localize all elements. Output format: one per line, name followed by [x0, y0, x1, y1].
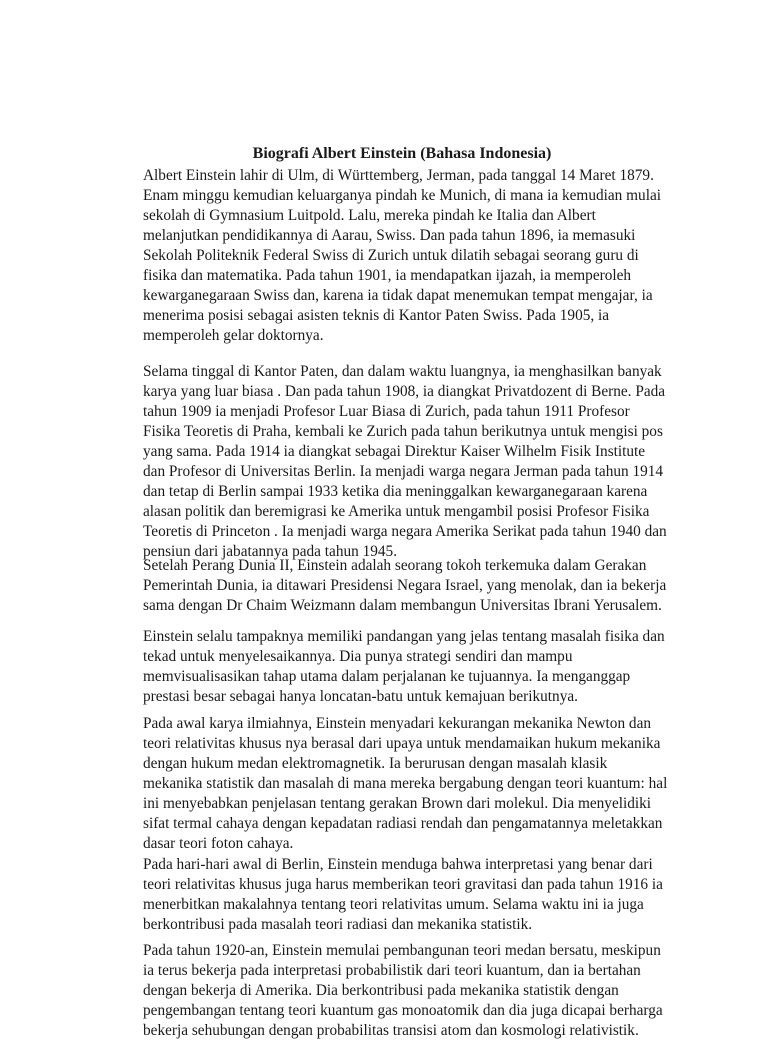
text-line: memperoleh gelar doktornya.: [143, 327, 324, 344]
text-line: Einstein selalu tampaknya memiliki pandangan yang jelas tentang masalah fisika dan: [143, 628, 665, 645]
text-line: memvisualisasikan tahap utama dalam perjalanan ke tujuannya. Ia menganggap: [143, 668, 631, 685]
text-line: menerima posisi sebagai asisten teknis di Kantor Paten Swiss. Pada 1905, ia: [143, 307, 610, 324]
text-line: Pada tahun 1920-an, Einstein memulai pembangunan teori medan bersatu, meskipun: [143, 942, 661, 959]
text-line: teori relativitas khusus juga harus memberikan teori gravitasi dan pada tahun 1916 ia: [143, 876, 663, 893]
paragraph: [143, 855, 703, 935]
paragraph: [143, 714, 703, 854]
text-line: Setelah Perang Dunia II, Einstein adalah seorang tokoh terkemuka dalam Gerakan: [143, 557, 647, 574]
text-line: dasar teori foton cahaya.: [143, 835, 294, 852]
text-line: ia terus bekerja pada interpretasi probabilistik dari teori kuantum, dan ia bertahan: [143, 962, 641, 979]
paragraph: [143, 362, 703, 562]
text-line: yang sama. Pada 1914 ia diangkat sebagai Direktur Kaiser Wilhelm Fisik Institute: [143, 443, 646, 460]
text-line: ini menyebabkan penjelasan tentang gerakan Brown dari molekul. Dia menyelidiki: [143, 795, 652, 812]
text-line: dengan hukum medan elektromagnetik. Ia berurusan dengan masalah klasik: [143, 755, 608, 772]
paragraph: [143, 941, 703, 1041]
text-line: dan Profesor di Universitas Berlin. Ia menjadi warga negara Jerman pada tahun 1914: [143, 463, 664, 480]
text-line: bekerja sehubungan dengan probabilitas transisi atom dan kosmologi relativistik.: [143, 1022, 639, 1039]
paragraph: [143, 556, 703, 616]
text-line: kewarganegaraan Swiss dan, karena ia tidak dapat menemukan tempat mengajar, ia: [143, 287, 653, 304]
text-line: Albert Einstein lahir di Ulm, di Württemberg, Jerman, pada tanggal 14 Maret 1879.: [143, 167, 654, 184]
text-line: melanjutkan pendidikannya di Aarau, Swiss. Dan pada tahun 1896, ia memasuki: [143, 227, 636, 244]
document-title: Biografi Albert Einstein (Bahasa Indonesia): [252, 145, 552, 162]
text-line: pengembangan tentang teori kuantum gas monoatomik dan dia juga dicapai berharga: [143, 1002, 663, 1019]
text-line: sekolah di Gymnasium Luitpold. Lalu, mereka pindah ke Italia dan Albert: [143, 207, 596, 224]
text-line: menerbitkan makalahnya tentang teori relativitas umum. Selama waktu ini ia juga: [143, 896, 644, 913]
paragraph: [143, 166, 703, 346]
text-line: dengan bekerja di Amerika. Dia berkontribusi pada mekanika statistik dengan: [143, 982, 619, 999]
text-line: teori relativitas khusus nya berasal dari upaya untuk mendamaikan hukum mekanika: [143, 735, 661, 752]
text-line: fisika dan matematika. Pada tahun 1901, ia mendapatkan ijazah, ia memperoleh: [143, 267, 632, 284]
text-line: Teoretis di Princeton . Ia menjadi warga negara Amerika Serikat pada tahun 1940 dan: [143, 523, 667, 540]
text-line: mekanika statistik dan masalah di mana mereka bergabung dengan teori kuantum: hal: [143, 775, 668, 792]
paragraph: [143, 627, 703, 707]
text-line: prestasi besar sebagai hanya loncatan-batu untuk kemajuan berikutnya.: [143, 688, 578, 705]
text-line: Enam minggu kemudian keluarganya pindah ke Munich, di mana ia kemudian mulai: [143, 187, 661, 204]
text-line: sama dengan Dr Chaim Weizmann dalam membangun Universitas Ibrani Yerusalem.: [143, 597, 662, 614]
text-line: Pada awal karya ilmiahnya, Einstein menyadari kekurangan mekanika Newton dan: [143, 715, 652, 732]
text-line: Fisika Teoretis di Praha, kembali ke Zurich pada tahun berikutnya untuk mengisi pos: [143, 423, 663, 440]
text-line: sifat termal cahaya dengan kepadatan radiasi rendah dan pengamatannya meletakkan: [143, 815, 663, 832]
text-line: karya yang luar biasa . Dan pada tahun 1908, ia diangkat Privatdozent di Berne. Pada: [143, 383, 666, 400]
text-line: alasan politik dan beremigrasi ke Amerika untuk mengambil posisi Profesor Fisika: [143, 503, 650, 520]
text-line: Pada hari-hari awal di Berlin, Einstein menduga bahwa interpretasi yang benar dari: [143, 856, 653, 873]
text-line: Selama tinggal di Kantor Paten, dan dalam waktu luangnya, ia menghasilkan banyak: [143, 363, 662, 380]
text-line: dan tetap di Berlin sampai 1933 ketika dia meninggalkan kewarganegaraan karena: [143, 483, 648, 500]
text-line: tahun 1909 ia menjadi Profesor Luar Biasa di Zurich, pada tahun 1911 Profesor: [143, 403, 630, 420]
text-line: tekad untuk menyelesaikannya. Dia punya strategi sendiri dan mampu: [143, 648, 573, 665]
text-line: pensiun dari jabatannya pada tahun 1945.: [143, 543, 398, 560]
text-line: berkontribusi pada masalah teori radiasi dan mekanika statistik.: [143, 916, 533, 933]
text-line: Sekolah Politeknik Federal Swiss di Zurich untuk dilatih sebagai seorang guru di: [143, 247, 639, 264]
text-line: Pemerintah Dunia, ia ditawari Presidensi Negara Israel, yang menolak, dan ia bekerja: [143, 577, 667, 594]
